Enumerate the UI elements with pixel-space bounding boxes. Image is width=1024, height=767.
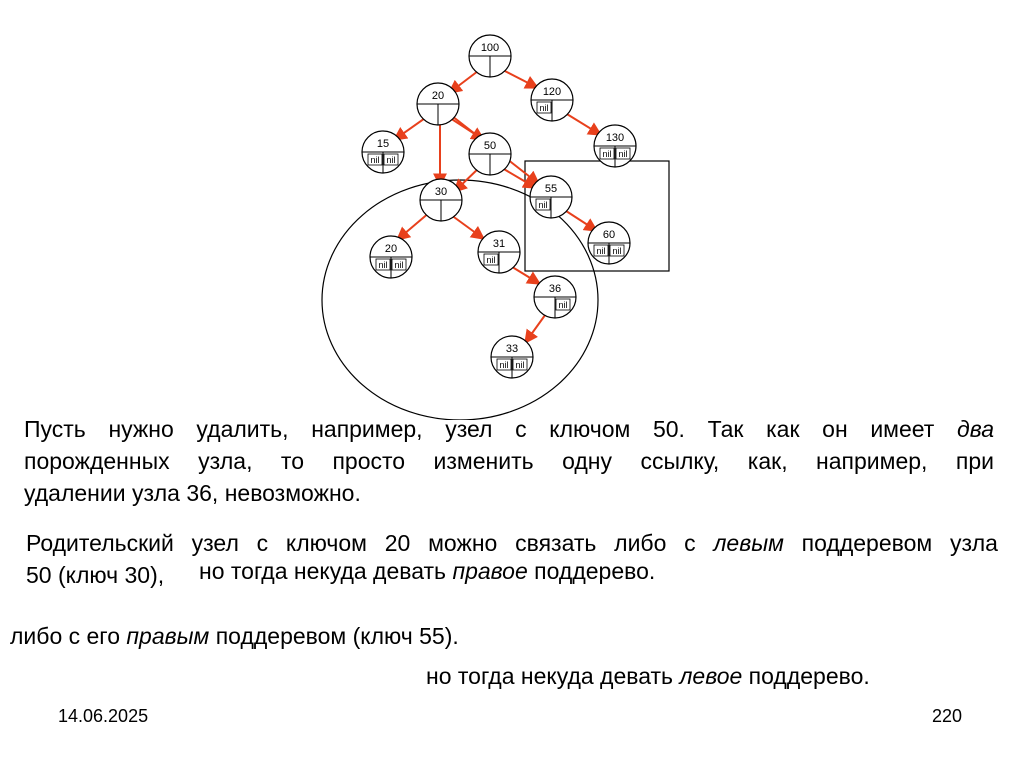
paragraph-2-emphasis-right: правое <box>452 558 528 584</box>
footer-page-number: 220 <box>932 706 963 726</box>
nil-label-right: nil <box>612 246 622 256</box>
tree-node-20 <box>370 236 412 278</box>
node-key: 33 <box>505 343 519 355</box>
nil-label-right: nil <box>515 360 525 370</box>
node-key: 31 <box>492 238 506 250</box>
tree-node-120 <box>531 79 573 121</box>
link-55-60 <box>563 209 597 231</box>
paragraph-3-emphasis: правым <box>126 623 210 649</box>
node-key: 100 <box>480 42 500 54</box>
node-key: 55 <box>544 183 558 195</box>
node-key: 120 <box>542 86 562 98</box>
nil-label-left: nil <box>602 149 612 159</box>
node-key: 30 <box>434 186 448 198</box>
tree-node-33 <box>491 336 533 378</box>
paragraph-4-text-a: но тогда некуда девать <box>426 663 680 689</box>
paragraph-3 <box>10 620 459 652</box>
nil-label-right: nil <box>618 149 628 159</box>
paragraph-2-line-2-text-c: поддерево. <box>527 558 656 584</box>
node-key: 60 <box>602 229 616 241</box>
tree-node-30 <box>420 179 462 221</box>
nil-label-left: nil <box>499 360 509 370</box>
tree-node-31 <box>478 231 520 273</box>
tree-node-20 <box>417 83 459 125</box>
nil-label-left: nil <box>538 200 548 210</box>
node-key: 20 <box>384 243 398 255</box>
paragraph-4 <box>426 660 870 692</box>
paragraph-2-line-2-text-a: 50 (ключ 30), <box>26 562 165 588</box>
paragraph-4-emphasis: левое <box>679 663 743 689</box>
tree-node-15 <box>362 131 404 173</box>
paragraph-1-line-2: порожденных узла, то просто изменить одну ссылку, как, например, при <box>24 448 994 474</box>
paragraph-1-line-3: удалении узла 36, невозможно. <box>24 480 361 506</box>
tree-node-100 <box>469 35 511 77</box>
nil-label-left: nil <box>539 103 549 113</box>
paragraph-2-line-1-text-a: Родительский узел с ключом 20 можно связать либо с <box>26 530 714 556</box>
paragraph-2-line-2-text-b: но тогда некуда девать <box>199 558 453 584</box>
paragraph-1-line-1-text: Пусть нужно удалить, например, узел с ключом 50. Так как он имеет <box>24 416 957 442</box>
paragraph-2-emphasis-left: левым <box>713 530 784 556</box>
node-key: 36 <box>548 283 562 295</box>
paragraph-3-text-b: поддеревом (ключ 55). <box>209 623 459 649</box>
nil-label-left: nil <box>486 255 496 265</box>
link-30-20 <box>397 212 430 240</box>
tree-node-55 <box>530 176 572 218</box>
paragraph-1 <box>24 413 994 509</box>
node-key: 50 <box>483 140 497 152</box>
node-key: 130 <box>605 132 625 144</box>
paragraph-4-text-b: поддерево. <box>742 663 870 689</box>
tree-node-36 <box>534 276 576 318</box>
nil-label-left: nil <box>370 155 380 165</box>
footer-date: 14.06.2025 <box>58 706 149 726</box>
nil-label-right: nil <box>394 260 404 270</box>
tree-node-60 <box>588 222 630 264</box>
tree-node-130 <box>594 125 636 167</box>
nil-label-left: nil <box>596 246 606 256</box>
tree-node-50 <box>469 133 511 175</box>
nil-label-left: nil <box>378 260 388 270</box>
node-key: 20 <box>431 90 445 102</box>
link-20-15 <box>394 116 428 140</box>
paragraph-2-continuation <box>199 555 655 587</box>
paragraph-3-text-a: либо с его <box>10 623 127 649</box>
node-key: 15 <box>376 138 390 150</box>
nil-label-right: nil <box>558 300 568 310</box>
paragraph-2-line-1-text-b: поддеревом узла <box>783 530 998 556</box>
paragraph-1-line-1 <box>24 413 994 445</box>
paragraph-1-emphasis: два <box>956 416 994 442</box>
nil-label-right: nil <box>386 155 396 165</box>
